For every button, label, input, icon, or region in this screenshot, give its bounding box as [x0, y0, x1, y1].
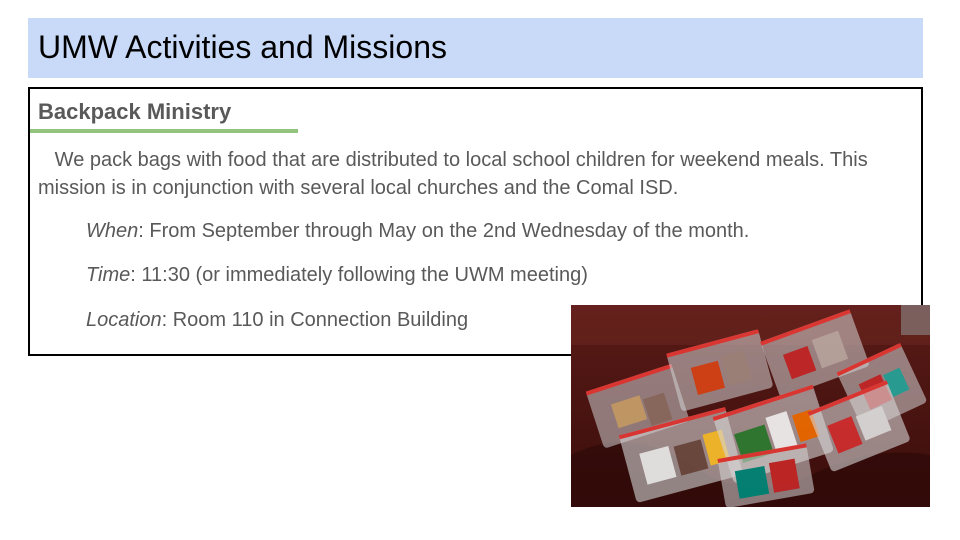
heading-underline	[30, 129, 298, 133]
detail-text: : From September through May on the 2nd Wednesday of the month.	[138, 220, 750, 242]
bags-illustration	[571, 305, 930, 507]
detail-time	[86, 261, 588, 289]
detail-text: : 11:30 (or immediately following the UWM meeting)	[130, 264, 588, 286]
detail-location	[86, 306, 468, 334]
detail-label: Time	[86, 264, 131, 286]
intro-paragraph	[38, 146, 908, 202]
detail-label: Location	[86, 309, 162, 331]
intro-text: We pack bags with food that are distributed to local school children for weekend meals. This mission is in conjunction with several local churches and the Comal ISD.	[38, 149, 868, 199]
slide-title: UMW Activities and Missions	[38, 29, 447, 65]
detail-label: When	[86, 220, 139, 242]
section-heading: Backpack Ministry	[38, 99, 232, 124]
title-bar	[28, 18, 923, 78]
detail-when	[86, 217, 749, 245]
detail-text: : Room 110 in Connection Building	[161, 309, 469, 331]
backpack-bags-photo	[571, 305, 930, 507]
